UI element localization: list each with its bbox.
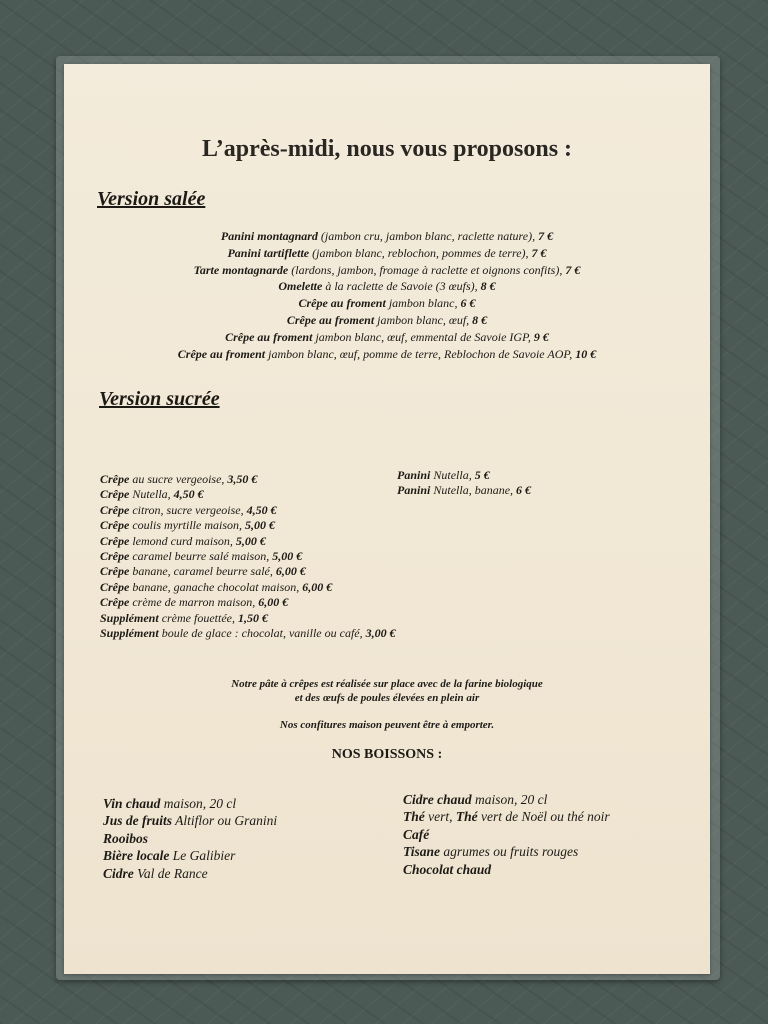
menu-item (100, 503, 396, 518)
item-description: banane, caramel beurre salé, (129, 564, 276, 579)
item-price: 5 € (474, 468, 490, 482)
item-description: crème fouettée, (158, 610, 238, 625)
item-description: maison, 20 cl (471, 792, 548, 807)
menu-item (100, 611, 396, 626)
item-description: Val de Rance (133, 865, 208, 881)
menu-item (397, 468, 531, 483)
item-description: crème de marron maison, (129, 595, 259, 610)
item-price: 9 € (533, 329, 549, 344)
item-description: (lardons, jambon, fromage à raclette et oignons confits), (288, 262, 566, 277)
item-name: Tisane (403, 844, 440, 860)
boissons-list-right (403, 791, 610, 878)
item-name: Chocolat chaud (403, 861, 492, 877)
item-price: 3,00 € (365, 626, 396, 641)
drink-item (403, 808, 610, 825)
boissons-list-left (103, 795, 277, 882)
item-name: Thé (403, 809, 425, 825)
item-description: jambon blanc, (385, 296, 461, 311)
note-confitures: Nos confitures maison peuvent être à emporter. (279, 719, 495, 731)
item-price: 5,00 € (245, 518, 275, 533)
item-name: Crêpe au froment (286, 312, 375, 327)
item-price: 5,00 € (235, 533, 266, 548)
item-description: (jambon blanc, reblochon, pommes de terre), (309, 245, 532, 260)
drink-item (403, 791, 610, 808)
item-description: Altiflor ou Granini (172, 813, 278, 829)
note-pate-line-2: et des œufs de poules élevées en plein air (294, 692, 480, 704)
menu-item (100, 580, 396, 595)
item-description: jambon blanc, œuf, emmental de Savoie IGP, (312, 329, 534, 344)
item-description: banane, ganache chocolat maison, (129, 579, 303, 594)
item-name: Thé (455, 809, 478, 825)
item-description: citron, sucre vergeoise, (129, 502, 247, 517)
page-title: L’après-midi, nous vous proposons : (201, 136, 573, 162)
menu-item (64, 278, 710, 295)
item-description: Nutella, (129, 487, 174, 502)
item-name: Tarte montagnarde (193, 262, 289, 277)
item-name: Jus de fruits (103, 813, 173, 829)
drink-item (103, 812, 277, 829)
menu-item (64, 312, 710, 329)
menu-item (64, 346, 710, 363)
drink-item (103, 830, 277, 847)
item-price: 10 € (575, 346, 597, 361)
item-name: Panini (397, 468, 431, 482)
item-description: coulis myrtille maison, (129, 518, 245, 533)
item-name: Vin chaud (103, 796, 161, 811)
item-price: 6,00 € (302, 579, 333, 594)
item-name: Crêpe (100, 595, 130, 610)
menu-item (100, 487, 396, 502)
sucree-list-left (100, 472, 396, 641)
menu-item (64, 295, 710, 312)
menu-item (64, 262, 710, 279)
section-heading-salee: Version salée (97, 188, 206, 210)
drink-item (103, 795, 277, 812)
sucree-list-right (397, 468, 531, 499)
item-price: 1,50 € (237, 610, 268, 625)
item-name: Rooibos (103, 830, 149, 846)
item-name: Crêpe (100, 564, 130, 579)
menu-item (397, 483, 531, 498)
item-name: Supplément (100, 610, 159, 625)
item-description: lemond curd maison, (129, 533, 236, 548)
item-description: (jambon cru, jambon blanc, raclette nature), (317, 229, 539, 243)
item-description: agrumes ou fruits rouges (440, 844, 579, 860)
item-name: Café (403, 826, 430, 842)
menu-item (64, 228, 710, 245)
menu-item (100, 564, 396, 579)
boissons-heading: NOS BOISSONS : (331, 747, 443, 762)
item-price: 4,50 € (246, 502, 277, 517)
menu-item (100, 534, 396, 549)
item-name: Crêpe (100, 472, 130, 486)
item-description: Nutella, (430, 468, 475, 482)
item-description: caramel beurre salé maison, (129, 549, 273, 564)
item-price: 8 € (472, 312, 488, 327)
item-name: Crêpe (100, 579, 130, 594)
drink-item (103, 865, 277, 882)
item-name: Cidre (103, 865, 134, 881)
item-name: Crêpe (100, 502, 130, 517)
item-price: 6 € (516, 483, 532, 498)
salee-list (64, 228, 710, 362)
item-name: Crêpe au froment (177, 346, 266, 361)
item-description: boule de glace : chocolat, vanille ou café, (158, 626, 366, 641)
item-price: 6 € (460, 296, 476, 311)
menu-item (100, 626, 396, 641)
menu-item (100, 549, 396, 564)
item-price: 7 € (531, 245, 547, 260)
note-pate-line-1: Notre pâte à crêpes est réalisée sur place avec de la farine biologique (231, 678, 543, 690)
item-description: à la raclette de Savoie (3 œufs), (322, 279, 481, 294)
item-name: Omelette (278, 279, 323, 294)
menu-item (64, 245, 710, 262)
section-heading-sucree: Version sucrée (99, 388, 220, 410)
item-description: jambon blanc, œuf, (374, 312, 473, 327)
item-price: 8 € (480, 279, 496, 294)
item-name: Cidre chaud (403, 792, 472, 807)
item-description: Le Galibier (169, 848, 236, 864)
item-name: Panini montagnard (220, 229, 318, 243)
menu-item (100, 595, 396, 610)
item-name: Crêpe (100, 549, 130, 564)
item-price: 6,00 € (258, 595, 289, 610)
item-description: maison, 20 cl (160, 796, 237, 811)
menu-item (100, 472, 396, 487)
item-price: 5,00 € (272, 549, 303, 564)
menu-item (100, 518, 396, 533)
menu-item (64, 329, 710, 346)
item-description: vert de Noël ou thé noir (477, 809, 610, 825)
item-description: jambon blanc, œuf, pomme de terre, Reblochon de Savoie AOP, (265, 346, 576, 361)
item-name: Bière locale (103, 848, 170, 864)
menu-page (64, 64, 710, 974)
drink-item (403, 861, 610, 878)
item-name: Crêpe (100, 518, 130, 533)
item-name: Crêpe (100, 533, 130, 548)
drink-item (403, 826, 610, 843)
item-name: Crêpe au froment (225, 329, 313, 344)
item-name: Crêpe (100, 487, 130, 502)
drink-item (103, 847, 277, 864)
drink-item (403, 843, 610, 860)
item-price: 4,50 € (173, 487, 204, 502)
item-description: au sucre vergeoise, (129, 472, 228, 486)
item-name: Panini tartiflette (227, 245, 310, 260)
item-description: vert, (424, 809, 456, 825)
item-name: Panini (397, 483, 431, 498)
item-description: Nutella, banane, (430, 483, 517, 498)
item-name: Crêpe au froment (298, 296, 386, 311)
item-price: 3,50 € (227, 472, 258, 486)
item-price: 7 € (565, 262, 581, 277)
item-name: Supplément (100, 626, 159, 641)
item-price: 7 € (538, 229, 554, 243)
item-price: 6,00 € (275, 564, 306, 579)
